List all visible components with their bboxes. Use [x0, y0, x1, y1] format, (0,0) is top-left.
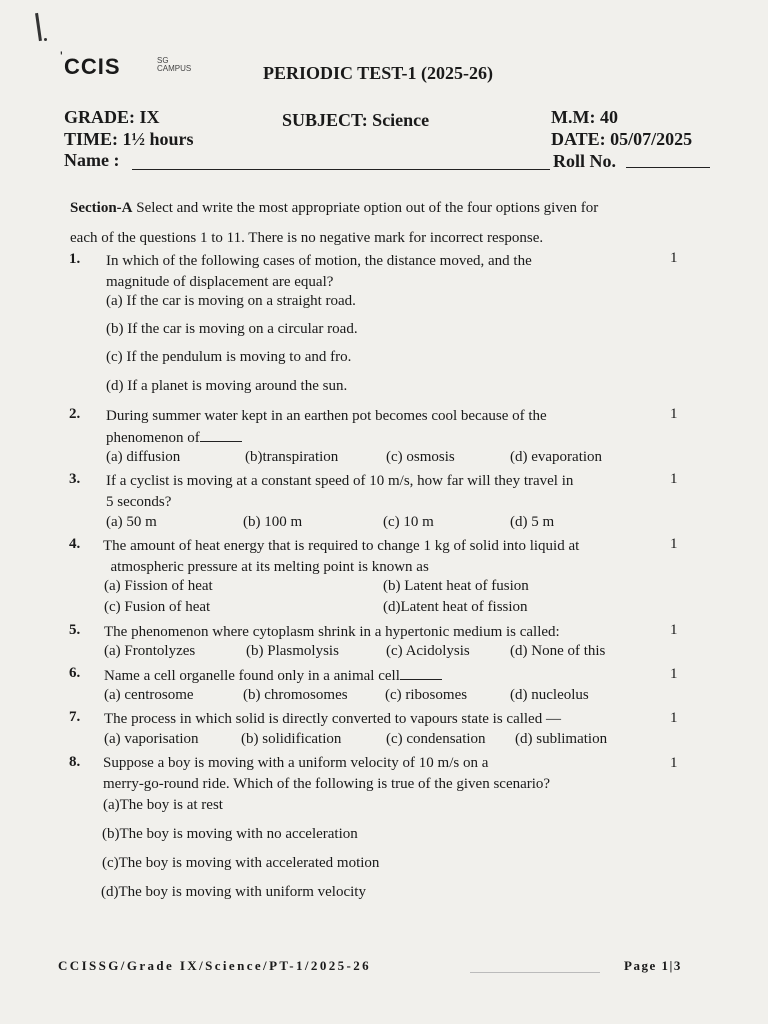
- page-title: PERIODIC TEST-1 (2025-26): [263, 63, 494, 83]
- option: (d) sublimation: [515, 731, 608, 747]
- marks: 1: [670, 710, 678, 726]
- option: (d) If a planet is moving around the sun.: [106, 378, 348, 394]
- question-number: 4.: [69, 536, 81, 552]
- option: (a) centrosome: [104, 687, 194, 703]
- option: (c) osmosis: [386, 449, 455, 465]
- option: (a)The boy is at rest: [103, 797, 223, 813]
- option: (b)transpiration: [245, 449, 339, 465]
- question-number: 1.: [69, 251, 81, 267]
- question-text: The phenomenon where cytoplasm shrink in a hypertonic medium is called:: [104, 624, 560, 640]
- question-text: During summer water kept in an earthen pot becomes cool because of the phenomenon of: [106, 408, 547, 446]
- question-number: 7.: [69, 709, 81, 725]
- roll-field[interactable]: [626, 167, 710, 168]
- section-a-instructions: Section-A Select and write the most appropriate option out of the four options given for each of the questions 1 to 11. There is no negative mark for incorrect response.: [70, 200, 599, 246]
- option: (b) If the car is moving on a circular road.: [106, 321, 358, 337]
- option: (c) ribosomes: [385, 687, 468, 703]
- question-number: 2.: [69, 406, 81, 422]
- footer-line: [470, 972, 600, 973]
- marks: 1: [670, 622, 678, 638]
- option: (d) evaporation: [510, 449, 603, 465]
- subject-label: SUBJECT: Science: [282, 110, 430, 130]
- option: (c) Acidolysis: [386, 643, 470, 659]
- option: (c) condensation: [386, 731, 486, 747]
- section-a-label: Section-A: [70, 200, 133, 216]
- option: (a) Frontolyzes: [104, 643, 196, 659]
- option: (c)The boy is moving with accelerated motion: [102, 855, 380, 871]
- marks: 1: [670, 755, 678, 771]
- school-logo: [60, 48, 192, 80]
- marks: 1: [670, 536, 678, 552]
- option: (c) If the pendulum is moving to and fro.: [106, 349, 352, 365]
- logo-swoosh-icon: ': [60, 48, 63, 64]
- answer-blank: [400, 665, 442, 680]
- option: (b) Latent heat of fusion: [383, 578, 529, 594]
- pen-dot: [44, 38, 47, 41]
- name-field[interactable]: [132, 169, 550, 170]
- option: (b) Plasmolysis: [246, 643, 339, 659]
- option: (b) solidification: [241, 731, 342, 747]
- answer-blank: [200, 427, 242, 442]
- time-label: TIME: 1½ hours: [64, 129, 194, 149]
- question-text: The process in which solid is directly converted to vapours state is called —: [104, 711, 561, 727]
- option: (a) diffusion: [106, 449, 181, 465]
- option: (d)Latent heat of fission: [383, 599, 528, 615]
- question-text: In which of the following cases of motion, the distance moved, and the magnitude of displacement are equal?: [106, 253, 532, 290]
- date-label: DATE: 05/07/2025: [551, 129, 693, 149]
- marks: 1: [670, 471, 678, 487]
- option: (c) 10 m: [383, 514, 434, 530]
- footer-code: CCISSG/Grade IX/Science/PT-1/2025-26: [58, 958, 372, 973]
- marks: 1: [670, 250, 678, 266]
- logo-subtext: SG CAMPUS: [157, 56, 192, 73]
- max-marks-label: M.M: 40: [551, 107, 618, 127]
- option: (a) If the car is moving on a straight road.: [106, 293, 356, 309]
- question-number: 6.: [69, 665, 81, 681]
- option: (a) Fission of heat: [104, 578, 213, 594]
- option: (d)The boy is moving with uniform velocity: [101, 884, 366, 900]
- grade-label: GRADE: IX: [64, 107, 160, 127]
- option: (a) 50 m: [106, 514, 157, 530]
- question-number: 5.: [69, 622, 81, 638]
- option: (c) Fusion of heat: [104, 599, 211, 615]
- logo-text: CCIS: [64, 54, 121, 79]
- option: (b) chromosomes: [243, 687, 348, 703]
- question-number: 3.: [69, 471, 81, 487]
- page-number: Page 1|3: [624, 958, 682, 973]
- question-number: 8.: [69, 754, 81, 770]
- marks: 1: [670, 406, 678, 422]
- question-text: Name a cell organelle found only in a animal cell: [104, 665, 652, 687]
- option: (b)The boy is moving with no acceleration: [102, 826, 358, 842]
- option: (d) 5 m: [510, 514, 555, 530]
- option: (d) None of this: [510, 643, 606, 659]
- option: (d) nucleolus: [510, 687, 589, 703]
- roll-label: Roll No.: [553, 151, 616, 171]
- marks: 1: [670, 666, 678, 682]
- option: (a) vaporisation: [104, 731, 199, 747]
- question-text: If a cyclist is moving at a constant speed of 10 m/s, how far will they travel in 5 seconds?: [106, 473, 574, 510]
- option: (b) 100 m: [243, 514, 303, 530]
- pen-mark: [35, 13, 42, 41]
- question-text: The amount of heat energy that is required to change 1 kg of solid into liquid at atmospheric pressure at its melting point is known as: [103, 538, 580, 575]
- name-label: Name :: [64, 150, 120, 170]
- question-text: Suppose a boy is moving with a uniform velocity of 10 m/s on a merry-go-round ride. Which of the following is true of the given scenario?: [103, 755, 551, 792]
